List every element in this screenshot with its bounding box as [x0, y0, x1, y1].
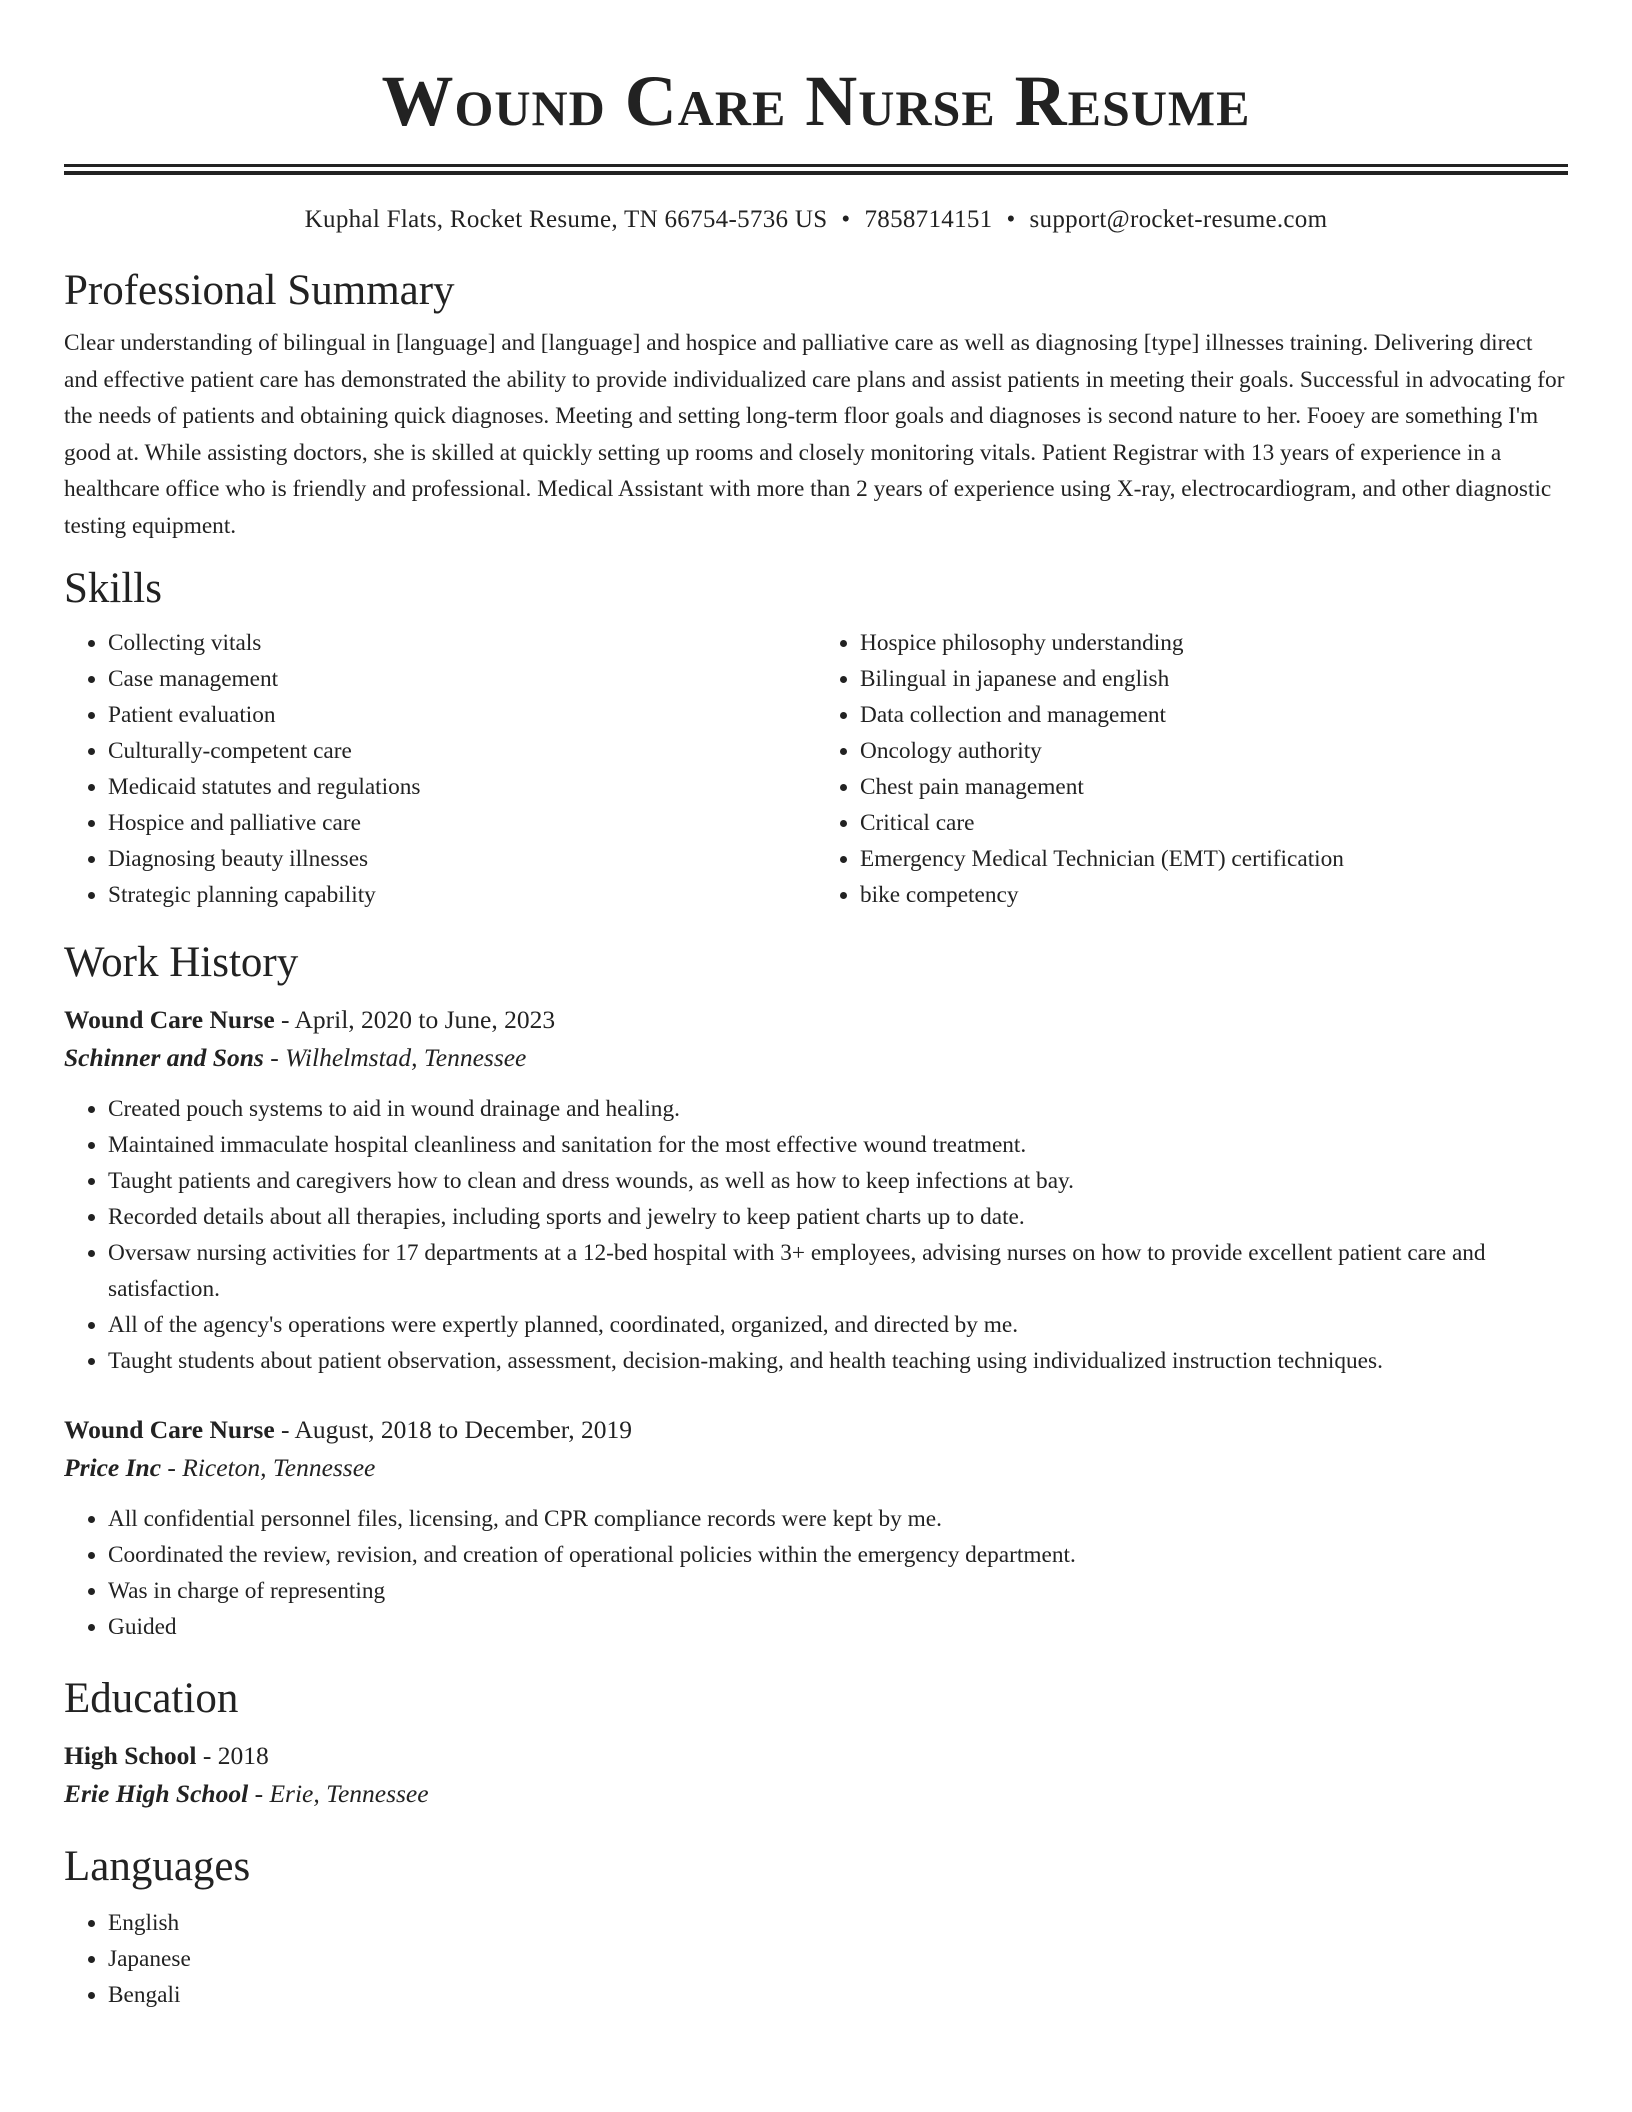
- education-degree: High School: [64, 1740, 197, 1770]
- skill-item: • Bilingual in japanese and english: [860, 661, 1568, 697]
- skills-columns: [64, 625, 1568, 913]
- skills-heading: Skills: [64, 564, 162, 612]
- job-bullets: [64, 1501, 1568, 1645]
- skill-item: • bike competency: [860, 877, 1568, 913]
- job-company: Price Inc: [64, 1452, 162, 1482]
- language-item: • English: [108, 1905, 1568, 1941]
- contact-email: support@rocket-resume.com: [1029, 206, 1328, 233]
- skill-item: • Hospice philosophy understanding: [860, 625, 1568, 661]
- skill-item: • Strategic planning capability: [108, 877, 816, 913]
- education-header: [64, 1737, 1568, 1775]
- job-company: Schinner and Sons: [64, 1042, 264, 1072]
- education-year: - 2018: [196, 1740, 269, 1770]
- skill-item: • Oncology authority: [860, 733, 1568, 769]
- job-location: - Riceton, Tennessee: [161, 1452, 376, 1482]
- language-item: • Japanese: [108, 1941, 1568, 1977]
- resume-title: Wound Care Nurse Resume: [381, 61, 1251, 141]
- job-employer: [64, 1039, 1568, 1077]
- education-location: - Erie, Tennessee: [248, 1778, 429, 1808]
- job-dates: - August, 2018 to December, 2019: [274, 1414, 632, 1444]
- skills-list-right: [816, 625, 1568, 913]
- work-history-heading: Work History: [64, 938, 299, 986]
- job-bullet: • Coordinated the review, revision, and creation of operational policies within the emergency department.: [108, 1537, 1568, 1573]
- job-bullet: • All confidential personnel files, licensing, and CPR compliance records were kept by me.: [108, 1501, 1568, 1537]
- job-bullet: • Was in charge of representing: [108, 1573, 1568, 1609]
- summary-heading: Professional Summary: [64, 267, 455, 314]
- languages-heading: Languages: [64, 1842, 251, 1890]
- skill-item: • Case management: [108, 661, 816, 697]
- job-bullet: • All of the agency's operations were expertly planned, coordinated, organized, and directed by me.: [108, 1307, 1568, 1343]
- job-title: Wound Care Nurse: [64, 1004, 275, 1034]
- education-heading: Education: [64, 1674, 239, 1722]
- job-entry: [64, 1411, 1568, 1645]
- education-school: Erie High School: [64, 1778, 249, 1808]
- skill-item: • Culturally-competent care: [108, 733, 816, 769]
- job-bullet: • Recorded details about all therapies, including sports and jewelry to keep patient charts up to date.: [108, 1199, 1568, 1235]
- education-school-line: [64, 1775, 1568, 1813]
- job-location: - Wilhelmstad, Tennessee: [263, 1042, 527, 1072]
- languages-section: [64, 1839, 1568, 2013]
- job-bullet: • Oversaw nursing activities for 17 departments at a 12-bed hospital with 3+ employees, advising nurses on how to provide excellent patient care and satisfaction.: [108, 1235, 1568, 1307]
- job-bullet: • Taught students about patient observation, assessment, decision-making, and health teaching using individualized instruction techniques.: [108, 1343, 1568, 1379]
- job-title: Wound Care Nurse: [64, 1414, 275, 1444]
- job-bullet: • Taught patients and caregivers how to clean and dress wounds, as well as how to keep infections at bay.: [108, 1163, 1568, 1199]
- contact-address: Kuphal Flats, Rocket Resume, TN 66754-5736 US: [304, 206, 828, 233]
- job-bullets: [64, 1091, 1568, 1379]
- job-header: [64, 1001, 1568, 1039]
- summary-text: Clear understanding of bilingual in [language] and [language] and hospice and palliative care as well as diagnosing [type] illnesses training. Delivering direct and effective patient care has demonstrated the ability to provide individualized care plans and assist patients in meeting their goals. Successful in advocating for the needs of patients and obtaining quick diagnoses. Meeting and setting long-term floor goals and diagnoses is second nature to her. Fooey are something I'm good at. While assisting doctors, she is skilled at quickly setting up rooms and closely monitoring vitals. Patient Registrar with 13 years of experience in a healthcare office who is friendly and professional. Medical Assistant with more than 2 years of experience using X-ray, electrocardiogram, and other diagnostic testing equipment.: [64, 330, 1565, 539]
- contact-separator: •: [841, 206, 851, 233]
- skill-item: • Data collection and management: [860, 697, 1568, 733]
- education-section: [64, 1671, 1568, 1813]
- language-item: • Bengali: [108, 1977, 1568, 2013]
- job-employer: [64, 1449, 1568, 1487]
- skill-item: • Patient evaluation: [108, 697, 816, 733]
- skill-item: • Emergency Medical Technician (EMT) certification: [860, 841, 1568, 877]
- job-header: [64, 1411, 1568, 1449]
- summary-section: [64, 263, 1568, 545]
- job-bullet: • Maintained immaculate hospital cleanliness and sanitation for the most effective wound treatment.: [108, 1127, 1568, 1163]
- job-bullet: • Guided: [108, 1609, 1568, 1645]
- job-entry: [64, 1001, 1568, 1379]
- skill-item: • Collecting vitals: [108, 625, 816, 661]
- job-dates: - April, 2020 to June, 2023: [274, 1004, 556, 1034]
- title-divider: [64, 164, 1568, 175]
- contact-line: [64, 203, 1568, 237]
- languages-list: [64, 1905, 1568, 2013]
- contact-separator: •: [1006, 206, 1016, 233]
- contact-phone: 7858714151: [864, 206, 993, 233]
- work-history-section: [64, 935, 1568, 1645]
- skill-item: • Hospice and palliative care: [108, 805, 816, 841]
- job-bullet: • Created pouch systems to aid in wound drainage and healing.: [108, 1091, 1568, 1127]
- skill-item: • Medicaid statutes and regulations: [108, 769, 816, 805]
- skill-item: • Critical care: [860, 805, 1568, 841]
- skill-item: • Diagnosing beauty illnesses: [108, 841, 816, 877]
- skills-section: [64, 561, 1568, 913]
- skill-item: • Chest pain management: [860, 769, 1568, 805]
- skills-list-left: [64, 625, 816, 913]
